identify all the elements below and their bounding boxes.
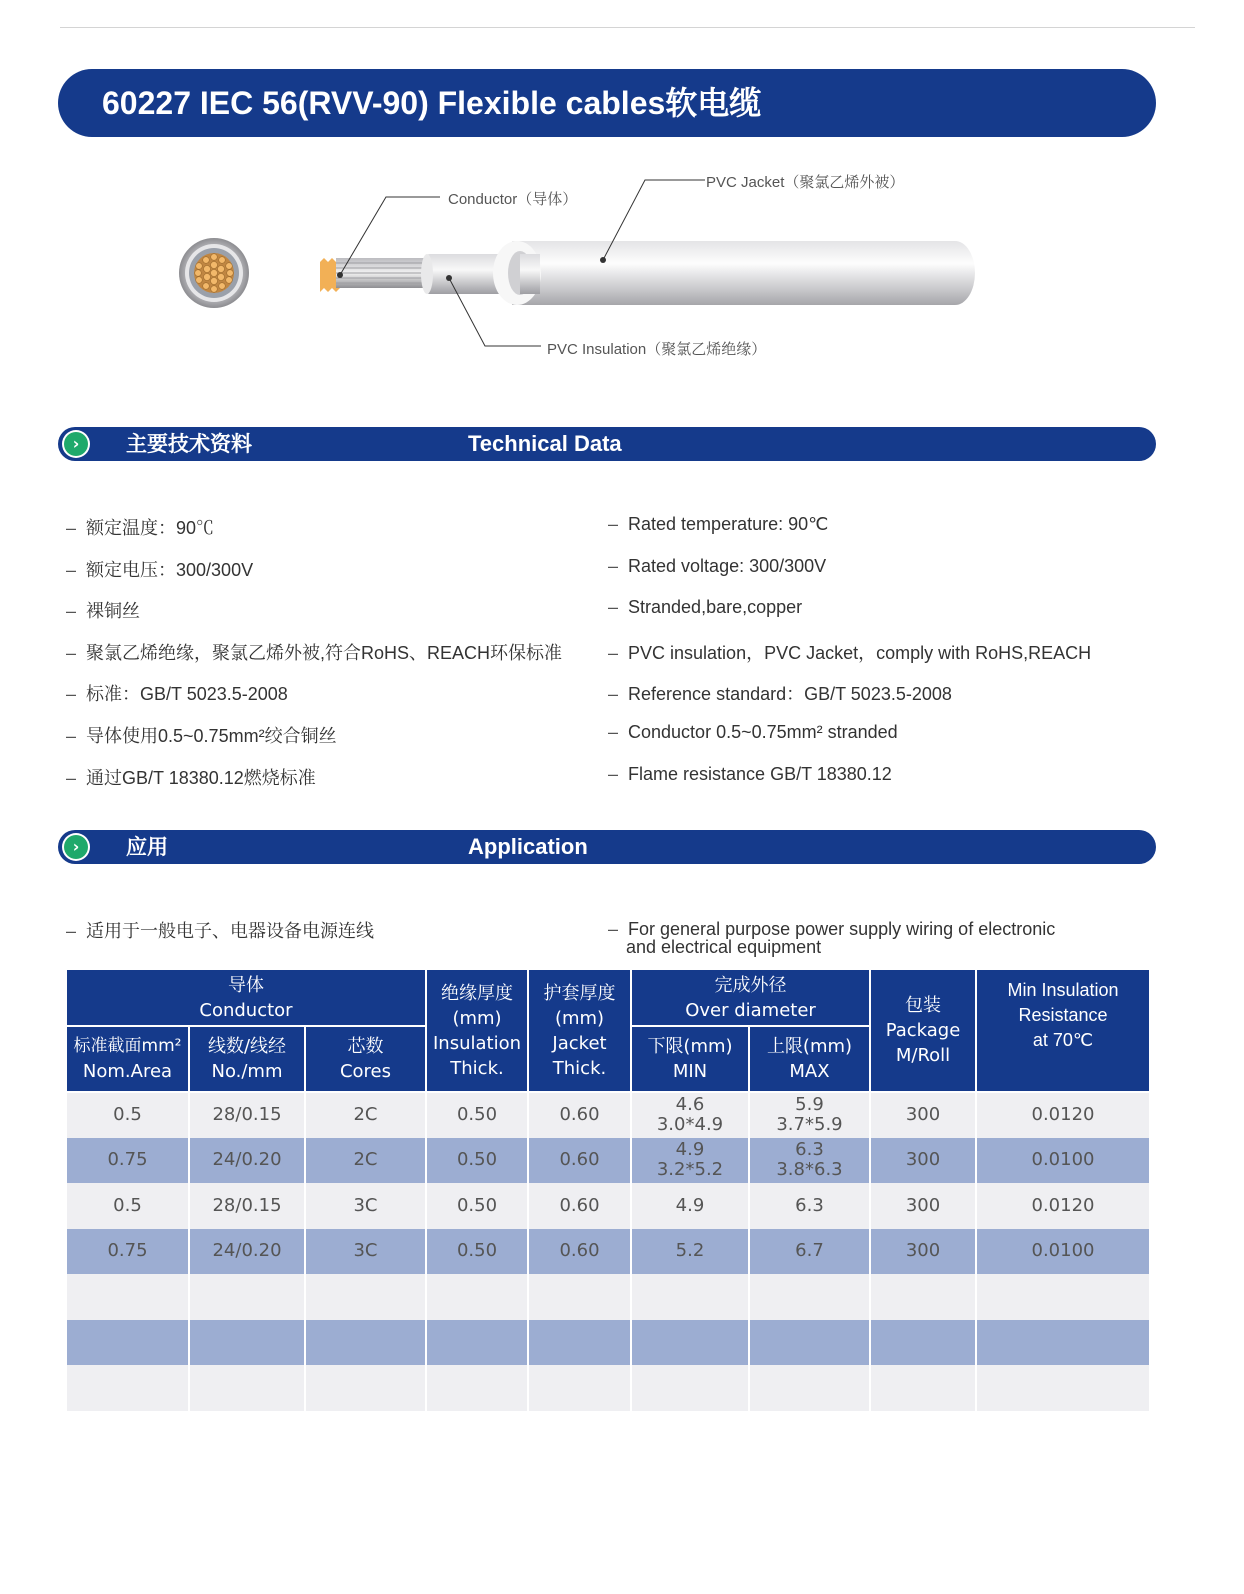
insulation-thick-header: 绝缘厚度 (mm) Insulation Thick. bbox=[426, 969, 528, 1092]
over-diameter-header: 完成外径 Over diameter bbox=[631, 969, 870, 1026]
chevron-right-icon: › bbox=[64, 432, 88, 456]
max-diameter-header: 上限(mm) MAX bbox=[749, 1026, 870, 1092]
cable-diagram bbox=[0, 150, 1244, 380]
spec-table bbox=[65, 968, 1151, 1411]
application-text-en: – For general purpose power supply wiring of electronic and electrical equipment bbox=[608, 919, 1056, 957]
insulation-resistance-header: Min Insulation Resistance at 70℃ bbox=[976, 969, 1150, 1092]
technical-title-cn: 主要技术资料 bbox=[126, 432, 252, 456]
nom-area-header: 标准截面mm² Nom.Area bbox=[66, 1026, 189, 1092]
pvc-insulation-label: PVC Insulation（聚氯乙烯绝缘） bbox=[547, 341, 767, 358]
list-item: – Rated temperature: 90℃ bbox=[608, 514, 1091, 556]
list-item: – 导体使用0.5~0.75mm²绞合铜丝 bbox=[66, 722, 562, 764]
section-icon-circle bbox=[62, 430, 90, 458]
list-item: – Rated voltage: 300/300V bbox=[608, 556, 1091, 598]
cross-section-icon bbox=[179, 238, 249, 308]
conductor-label: Conductor（导体） bbox=[448, 191, 578, 208]
table-row-empty bbox=[66, 1365, 1150, 1411]
list-item: – Stranded,bare,copper bbox=[608, 597, 1091, 639]
technical-list-cn bbox=[66, 514, 562, 805]
top-divider bbox=[60, 27, 1195, 28]
technical-data-header bbox=[58, 427, 1156, 461]
table-row: 0.5 28/0.15 2C 0.50 0.60 4.6 3.0*4.9 5.9 3.7*5.9 300 0.0120 bbox=[66, 1092, 1150, 1138]
section-icon-circle bbox=[62, 833, 90, 861]
pvc-jacket-label: PVC Jacket（聚氯乙烯外被） bbox=[706, 174, 905, 191]
jacket-thick-header: 护套厚度 (mm) Jacket Thick. bbox=[528, 969, 631, 1092]
application-header bbox=[58, 830, 1156, 864]
table-row-empty bbox=[66, 1274, 1150, 1320]
min-diameter-header: 下限(mm) MIN bbox=[631, 1026, 749, 1092]
chevron-right-icon: › bbox=[64, 835, 88, 859]
page-title: 60227 IEC 56(RVV-90) Flexible cables软电缆 bbox=[102, 85, 762, 121]
table-row: 0.5 28/0.15 3C 0.50 0.60 4.9 6.3 300 0.0120 bbox=[66, 1183, 1150, 1229]
list-item: – 额定电压：300/300V bbox=[66, 556, 562, 598]
list-item: – Flame resistance GB/T 18380.12 bbox=[608, 764, 1091, 806]
table-row: 0.75 24/0.20 2C 0.50 0.60 4.9 3.2*5.2 6.3 3.8*6.3 300 0.0100 bbox=[66, 1138, 1150, 1184]
list-item: – 额定温度：90℃ bbox=[66, 514, 562, 556]
title-banner bbox=[58, 69, 1156, 137]
technical-list-en bbox=[608, 514, 1091, 805]
list-item: – 裸铜丝 bbox=[66, 597, 562, 639]
wires-header: 线数/线经 No./mm bbox=[189, 1026, 305, 1092]
table-row: 0.75 24/0.20 3C 0.50 0.60 5.2 6.7 300 0.0100 bbox=[66, 1229, 1150, 1275]
application-text-cn: – 适用于一般电子、电器设备电源连线 bbox=[66, 921, 375, 941]
application-title-cn: 应用 bbox=[126, 835, 168, 859]
list-item: – 通过GB/T 18380.12燃烧标准 bbox=[66, 764, 562, 806]
list-item: – 聚氯乙烯绝缘，聚氯乙烯外被,符合RoHS、REACH环保标准 bbox=[66, 639, 562, 681]
list-item: – Conductor 0.5~0.75mm² stranded bbox=[608, 722, 1091, 764]
list-item: – Reference standard：GB/T 5023.5-2008 bbox=[608, 680, 1091, 722]
table-row-empty bbox=[66, 1320, 1150, 1366]
application-title-en: Application bbox=[468, 834, 588, 859]
list-item: – PVC insulation，PVC Jacket，comply with RoHS,REACH bbox=[608, 639, 1091, 681]
technical-title-en: Technical Data bbox=[468, 431, 622, 456]
conductor-header: 导体 Conductor bbox=[66, 969, 426, 1026]
package-header: 包装 Package M/Roll bbox=[870, 969, 976, 1092]
list-item: – 标准：GB/T 5023.5-2008 bbox=[66, 680, 562, 722]
cores-header: 芯数 Cores bbox=[305, 1026, 426, 1092]
